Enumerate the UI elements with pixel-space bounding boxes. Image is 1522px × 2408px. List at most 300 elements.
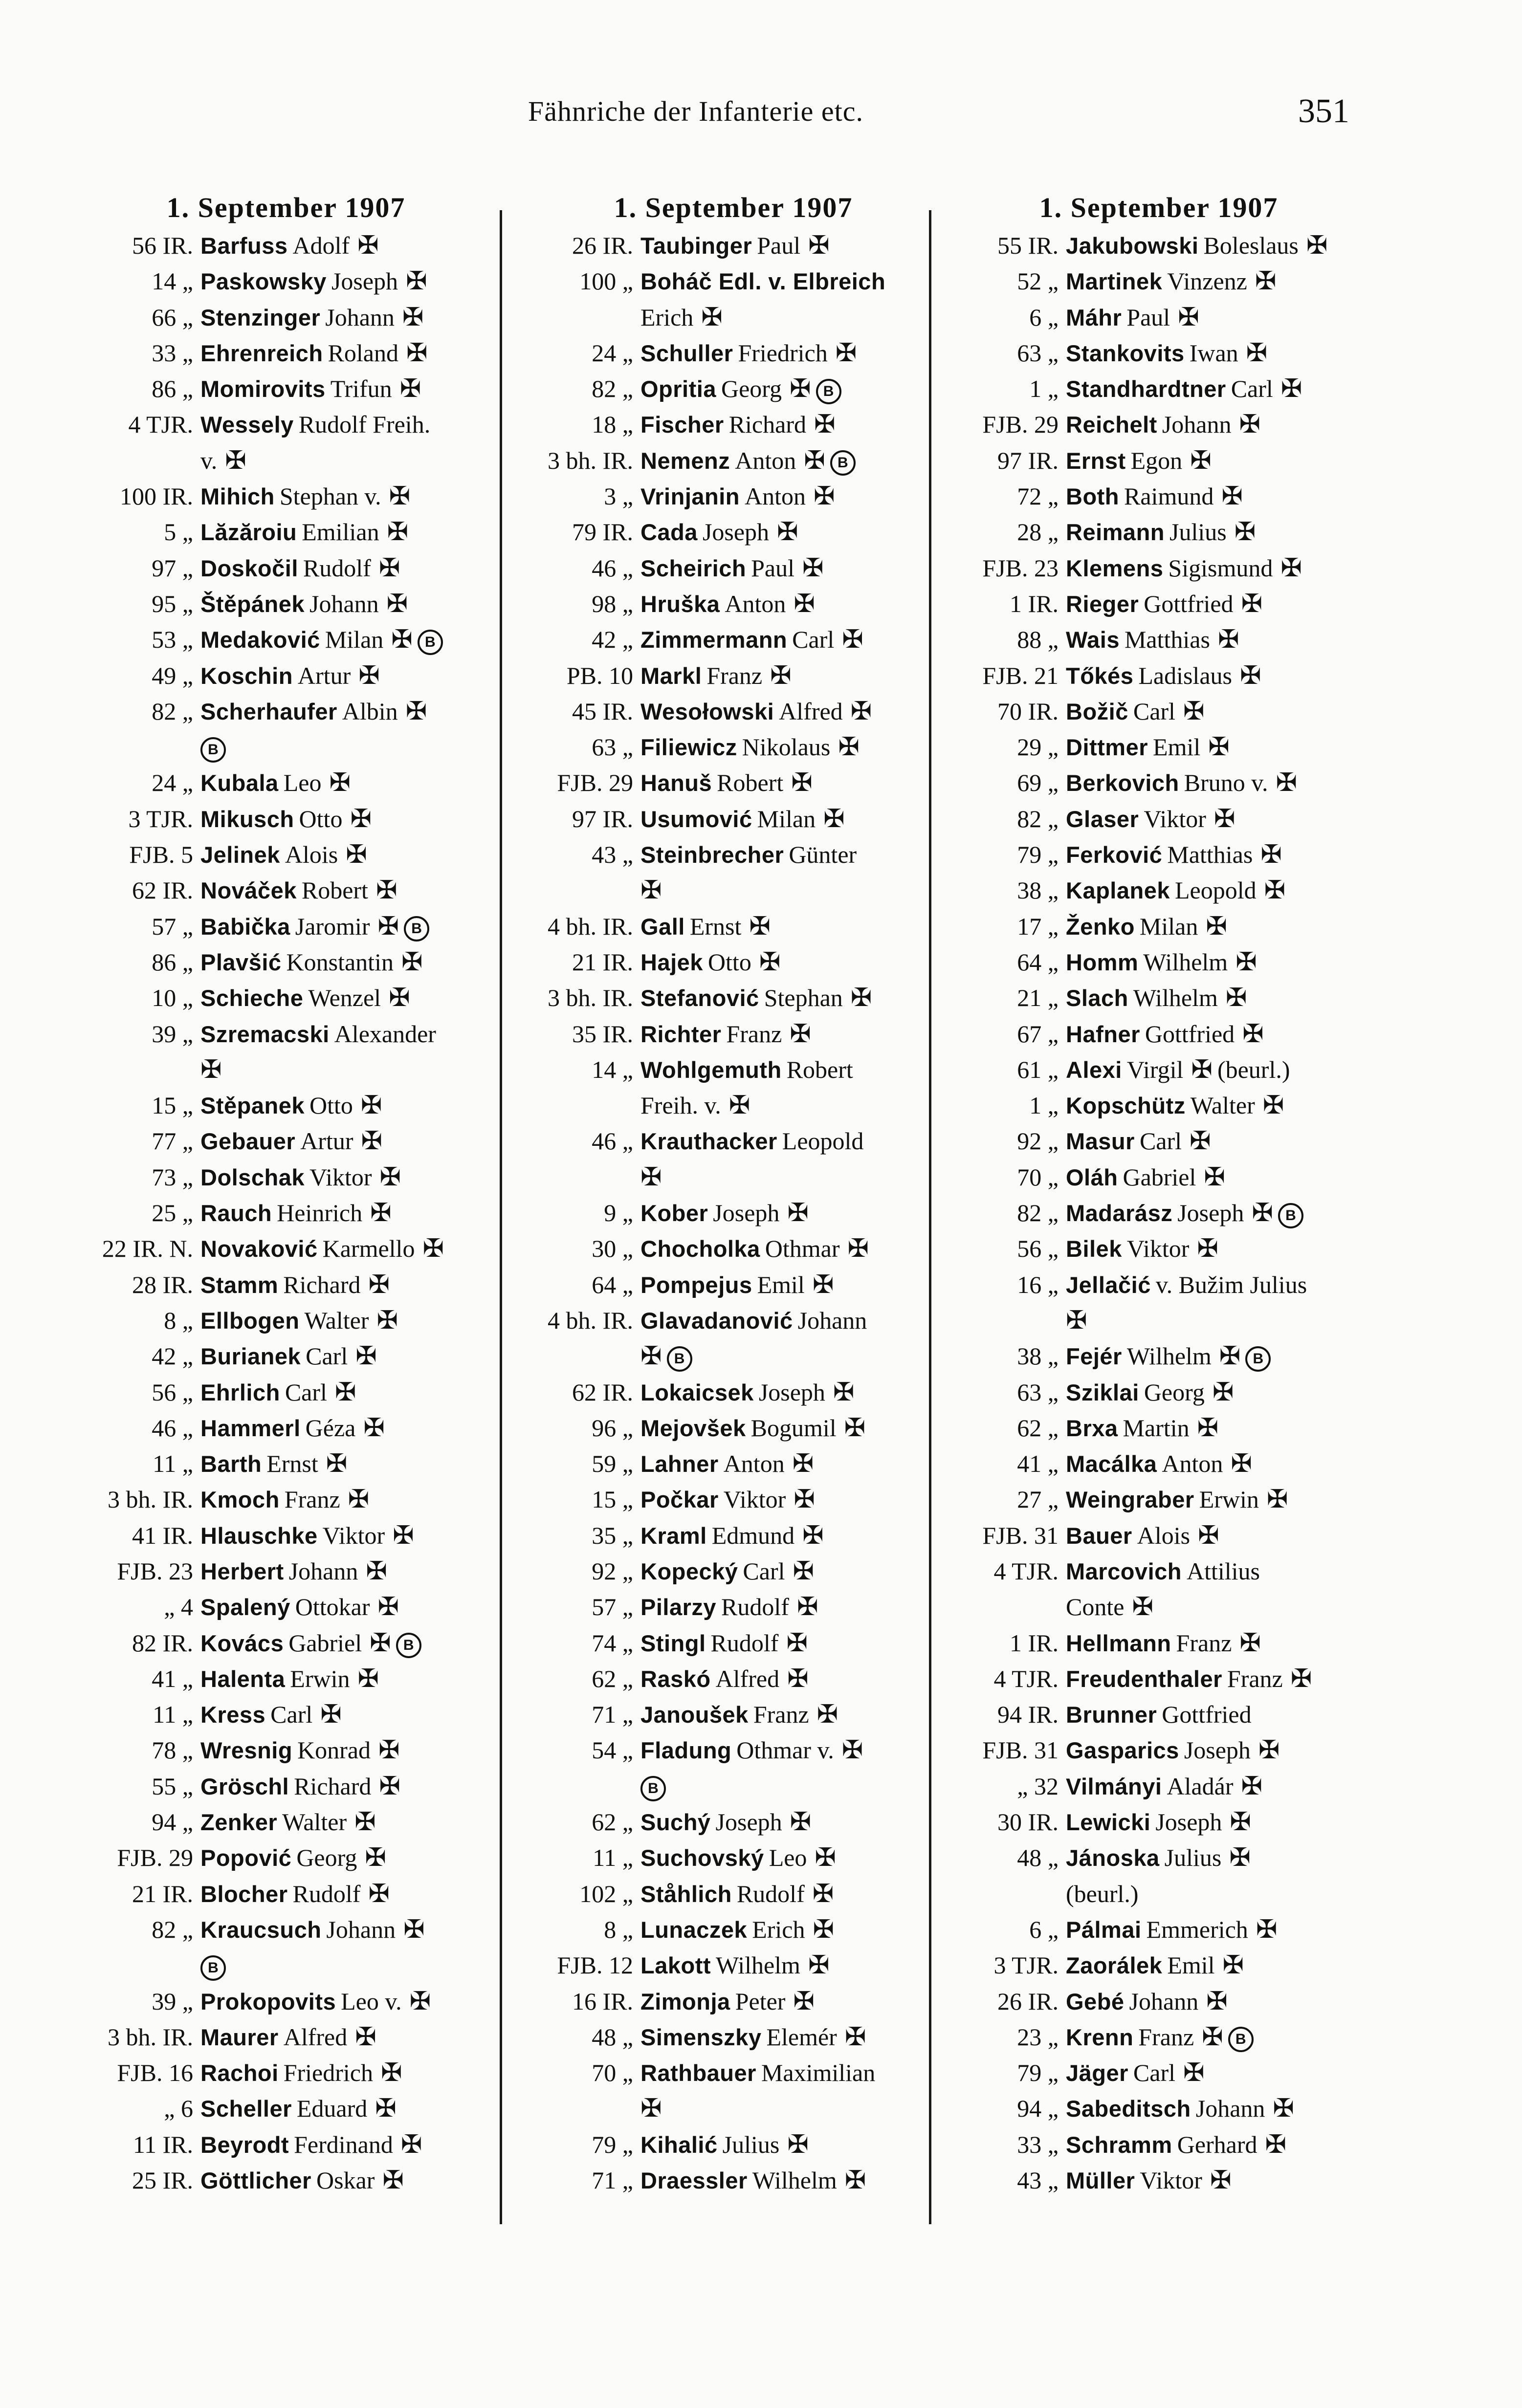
entry-body <box>200 1625 494 1661</box>
cross-icon: ✠ <box>1190 446 1212 475</box>
regiment-label: 64 „ <box>1017 948 1059 976</box>
entry-body <box>1066 371 1374 407</box>
cross-icon: ✠ <box>357 1664 379 1693</box>
entry-body <box>640 335 948 371</box>
entry-body <box>1066 1052 1374 1088</box>
given-name: Anton <box>735 446 796 474</box>
cross-icon: ✠ <box>1178 303 1199 331</box>
entry-body <box>640 371 948 407</box>
regiment-label: 62 IR. <box>572 1378 633 1406</box>
entry-body <box>640 1804 948 1840</box>
regiment-label: FJB. 16 <box>117 2059 193 2087</box>
cross-icon: ✠ <box>1204 1163 1225 1191</box>
given-name: Otto <box>299 805 343 832</box>
cross-icon: ✠ <box>841 1736 863 1765</box>
cross-icon: ✠ <box>1132 1593 1154 1621</box>
given-name: Bogumil <box>750 1414 837 1442</box>
regiment-label: 72 „ <box>1017 482 1059 510</box>
roster-entry <box>518 407 948 442</box>
roster-entry-continuation <box>518 2091 948 2126</box>
surname: Hanuš <box>640 770 712 796</box>
given-name: Günter <box>789 841 857 869</box>
surname: Kaplanek <box>1066 877 1170 904</box>
cross-icon: ✠ <box>360 1092 382 1120</box>
roster-entry <box>78 371 494 407</box>
cross-icon: ✠ <box>794 1486 815 1514</box>
roster-entry-continuation <box>518 300 948 335</box>
entry-body <box>1066 514 1374 550</box>
cross-icon: ✠ <box>808 232 830 260</box>
roster-entry <box>78 263 494 299</box>
surname: Bilek <box>1066 1236 1122 1262</box>
given-name: Emil <box>1167 1951 1215 1979</box>
entry-body <box>200 622 494 657</box>
entry-body <box>200 550 494 586</box>
entry-body <box>1066 658 1374 694</box>
given-name: Julius <box>722 2130 780 2158</box>
given-name: Leo <box>769 1844 807 1872</box>
roster-entry <box>944 1840 1374 1876</box>
surname: Stankovits <box>1066 340 1185 366</box>
regiment-label: 17 „ <box>1017 912 1059 940</box>
entry-body <box>1066 1123 1374 1159</box>
given-name: Alexander <box>334 1020 436 1048</box>
cross-icon: ✠ <box>1219 1342 1241 1371</box>
surname: Božič <box>1066 698 1128 724</box>
surname: Stingl <box>640 1630 706 1656</box>
regiment-label: 25 IR. <box>132 2167 193 2194</box>
given-name: Ottokar <box>295 1593 370 1621</box>
regiment-label: 79 „ <box>592 2130 633 2158</box>
roster-entry <box>518 1697 948 1732</box>
given-name: Robert <box>717 769 784 797</box>
regiment-label: 70 IR. <box>997 697 1059 725</box>
regiment-label: 42 „ <box>592 626 633 654</box>
roster-entry <box>944 837 1374 873</box>
entry-body <box>640 514 948 550</box>
cross-icon: ✠ <box>1208 733 1230 762</box>
regiment-label: 3 bh. IR. <box>548 984 633 1012</box>
surname: Kmoch <box>200 1487 280 1513</box>
cross-icon: ✠ <box>640 2095 662 2123</box>
cross-icon: ✠ <box>787 1664 809 1693</box>
entry-body <box>200 300 494 335</box>
entry-body <box>1066 1231 1374 1267</box>
entry-body <box>200 1052 494 1088</box>
surname: Szremacski <box>200 1021 330 1047</box>
entry-body <box>1066 1984 1374 2019</box>
surname: Babička <box>200 913 290 940</box>
given-name: Alfred <box>715 1664 780 1692</box>
cross-icon: ✠ <box>1213 805 1235 833</box>
surname: Opritia <box>640 376 716 402</box>
entry-body <box>640 443 948 479</box>
entry-body <box>1066 1446 1374 1482</box>
entry-body <box>640 1088 948 1123</box>
given-name: Alois <box>1137 1521 1191 1549</box>
surname: Jánoska <box>1066 1845 1160 1871</box>
regiment-label: FJB. 29 <box>117 1844 193 1872</box>
surname: Spalený <box>200 1594 290 1620</box>
entry-body <box>1066 1160 1374 1195</box>
roster-entry <box>78 514 494 550</box>
entry-body <box>200 407 494 442</box>
regiment-label: 41 „ <box>152 1664 193 1692</box>
cross-icon: ✠ <box>1256 1915 1278 1944</box>
roster-entry <box>78 909 494 944</box>
regiment-label: 88 „ <box>1017 626 1059 654</box>
cross-icon: ✠ <box>368 1880 390 1908</box>
cross-icon: ✠ <box>1260 841 1282 869</box>
regiment-label: 82 „ <box>1017 1199 1059 1227</box>
roster-entry <box>78 1625 494 1661</box>
entry-body <box>640 1123 948 1159</box>
given-name: Bruno v. <box>1184 769 1268 797</box>
cross-icon: ✠ <box>1266 1486 1288 1514</box>
regiment-label: 33 „ <box>152 339 193 367</box>
entry-body <box>640 694 948 729</box>
cross-icon: ✠ <box>1241 590 1263 618</box>
given-name: Johann <box>288 1557 358 1585</box>
regiment-label: 94 „ <box>152 1808 193 1836</box>
given-name: Heinrich <box>277 1199 363 1227</box>
regiment-label: 4 bh. IR. <box>548 912 633 940</box>
roster-entry <box>518 837 948 873</box>
entry-body <box>200 1697 494 1732</box>
roster-entry <box>518 2055 948 2091</box>
regiment-label: 8 „ <box>604 1915 633 1943</box>
roster-entry <box>944 2163 1374 2198</box>
entry-body <box>640 407 948 442</box>
roster-entry <box>518 1016 948 1052</box>
entry-body <box>1066 622 1374 657</box>
regiment-label: 29 „ <box>1017 733 1059 761</box>
surname: Gröschl <box>200 1773 289 1799</box>
given-name: Wenzel <box>308 984 381 1012</box>
entry-body <box>640 2091 948 2126</box>
cross-icon: ✠ <box>401 948 423 976</box>
cross-icon: ✠ <box>759 948 781 976</box>
given-name: Carl <box>306 1342 348 1370</box>
entry-body <box>200 1876 494 1912</box>
entry-body <box>200 801 494 837</box>
regiment-label: FJB. 23 <box>117 1557 193 1585</box>
entry-body <box>1066 909 1374 944</box>
cross-icon: ✠ <box>1217 626 1239 654</box>
regiment-label: 28 „ <box>1017 518 1059 546</box>
surname: Hruška <box>640 591 720 617</box>
roster-entry <box>78 1518 494 1554</box>
surname: Gebé <box>1066 1988 1125 2014</box>
surname: Bauer <box>1066 1522 1132 1549</box>
given-name: Franz <box>1227 1664 1283 1692</box>
cross-icon: ✠ <box>1265 2130 1287 2159</box>
b-badge-icon: B <box>1278 1203 1303 1228</box>
roster-entry <box>78 2091 494 2126</box>
cross-icon: ✠ <box>1221 482 1243 511</box>
given-name: Paul <box>757 232 801 259</box>
cross-icon: ✠ <box>1230 1808 1251 1837</box>
entry-body <box>1066 1338 1374 1374</box>
entry-body <box>1066 550 1374 586</box>
cross-icon: ✠ <box>1239 411 1261 439</box>
roster-entry-continuation <box>78 729 494 765</box>
page-title: Fähnriche der Infanterie etc. <box>528 95 863 127</box>
regiment-label: 43 „ <box>592 841 633 869</box>
roster-entry <box>944 1804 1374 1840</box>
roster-column-2 <box>518 188 948 2216</box>
entry-body <box>640 622 948 657</box>
roster-entry <box>518 550 948 586</box>
roster-entry <box>944 2055 1374 2091</box>
given-name: Carl <box>743 1557 785 1585</box>
given-name: Rudolf <box>721 1593 789 1621</box>
surname: Nemenz <box>640 447 730 474</box>
given-name: Georg <box>721 375 782 403</box>
entry-body <box>200 1410 494 1446</box>
given-name: Gabriel <box>1123 1163 1196 1191</box>
regiment-label: 94 „ <box>1017 2095 1059 2123</box>
cross-icon: ✠ <box>812 1270 834 1299</box>
entry-body <box>640 1912 948 1948</box>
cross-icon: ✠ <box>793 1987 815 2015</box>
entry-body <box>640 228 948 263</box>
regiment-label: 21 IR. <box>572 948 633 976</box>
regiment-label: 97 IR. <box>572 805 633 832</box>
b-badge-icon: B <box>404 916 429 941</box>
surname: Koschin <box>200 662 293 689</box>
given-name: Johann <box>1195 2095 1265 2123</box>
cross-icon: ✠ <box>790 375 811 403</box>
given-name: Eduard <box>296 2095 368 2123</box>
surname: Masur <box>1066 1128 1135 1155</box>
given-name: Joseph <box>1184 1736 1251 1764</box>
given-name: Ladislaus <box>1138 661 1232 689</box>
given-name: Franz <box>1138 2023 1194 2051</box>
given-name: Nikolaus <box>742 733 831 761</box>
cross-icon: ✠ <box>376 1306 398 1335</box>
surname: Pilarzy <box>640 1594 717 1620</box>
surname: Usumović <box>640 806 752 832</box>
cross-icon: ✠ <box>400 2130 422 2159</box>
cross-icon: ✠ <box>382 2167 404 2195</box>
regiment-label: 79 „ <box>1017 2059 1059 2087</box>
given-name: Matthias <box>1167 841 1253 869</box>
cross-icon: ✠ <box>1183 2059 1205 2087</box>
regiment-label: 42 „ <box>152 1342 193 1370</box>
roster-entry <box>944 694 1374 729</box>
entry-body <box>1066 801 1374 837</box>
given-name: Gottfried <box>1162 1701 1252 1729</box>
roster-entry <box>78 228 494 263</box>
roster-entry <box>78 2019 494 2055</box>
regiment-label: 43 „ <box>1017 2167 1059 2194</box>
cross-icon: ✠ <box>1280 554 1302 582</box>
given-name: Otto <box>707 948 751 976</box>
entry-body <box>200 514 494 550</box>
cross-icon: ✠ <box>1222 1951 1244 1980</box>
regiment-label: 14 „ <box>592 1055 633 1083</box>
cross-icon: ✠ <box>200 1055 222 1084</box>
regiment-label: 82 „ <box>592 375 633 403</box>
given-name: Emilian <box>302 518 379 546</box>
roster-entry <box>944 1984 1374 2019</box>
roster-entry-continuation <box>944 1589 1374 1625</box>
given-name: Julius <box>1169 518 1227 546</box>
regiment-label: 48 „ <box>1017 1844 1059 1872</box>
roster-entry <box>78 1840 494 1876</box>
given-name: Franz <box>726 1020 782 1048</box>
surname: Kober <box>640 1200 708 1226</box>
cross-icon: ✠ <box>794 590 815 618</box>
roster-entry <box>518 263 948 299</box>
cross-icon: ✠ <box>812 1880 834 1908</box>
roster-entry <box>944 1697 1374 1732</box>
roster-entry <box>78 1267 494 1303</box>
regiment-label: 16 „ <box>1017 1270 1059 1298</box>
cross-icon: ✠ <box>640 876 662 905</box>
roster-entry <box>78 1661 494 1697</box>
regiment-label: 6 „ <box>1029 303 1059 331</box>
roster-entry <box>518 1661 948 1697</box>
entry-body <box>640 801 948 837</box>
given-name: Otto <box>309 1092 353 1119</box>
running-head <box>0 92 1522 136</box>
roster-entry <box>944 1661 1374 1697</box>
entry-body <box>1066 1625 1374 1661</box>
entry-body <box>200 1518 494 1554</box>
roster-entry <box>944 550 1374 586</box>
regiment-label: 67 „ <box>1017 1020 1059 1048</box>
surname: Kopschütz <box>1066 1093 1186 1119</box>
cross-icon: ✠ <box>1246 339 1268 367</box>
surname: Maurer <box>200 2024 279 2050</box>
surname: Kovács <box>200 1630 284 1656</box>
surname: Ernst <box>1066 447 1126 474</box>
regiment-label: 4 TJR. <box>993 1557 1059 1585</box>
regiment-label: 100 „ <box>579 267 633 295</box>
surname: Suchý <box>640 1809 711 1836</box>
roster-entry <box>518 694 948 729</box>
regiment-label: 94 IR. <box>997 1701 1059 1729</box>
roster-entry <box>518 335 948 371</box>
given-name: v. <box>200 446 218 474</box>
regiment-label: 3 bh. IR. <box>108 1486 193 1513</box>
surname: Scherhaufer <box>200 698 337 724</box>
cross-icon: ✠ <box>354 1808 376 1837</box>
given-name: Johann <box>325 303 395 331</box>
given-name: Konstantin <box>286 948 394 976</box>
cross-icon: ✠ <box>850 984 872 1012</box>
roster-entry-continuation <box>518 1088 948 1123</box>
cross-icon: ✠ <box>802 1521 824 1550</box>
surname: Draessler <box>640 2167 748 2194</box>
surname: Vrinjanin <box>640 483 740 510</box>
given-name: Johann <box>326 1915 396 1943</box>
roster-entry <box>518 1446 948 1482</box>
roster-entry <box>944 729 1374 765</box>
given-name: Johann <box>1162 411 1232 438</box>
given-name: Adolf <box>292 232 350 259</box>
cross-icon: ✠ <box>379 1163 401 1191</box>
roster-list <box>518 228 948 2198</box>
given-name: Carl <box>1139 1127 1182 1155</box>
surname: Chocholka <box>640 1236 760 1262</box>
roster-entry <box>518 1912 948 1948</box>
given-name: Raimund <box>1124 482 1214 510</box>
cross-icon: ✠ <box>640 1163 662 1191</box>
roster-entry <box>78 944 494 980</box>
given-name: Carl <box>270 1701 313 1729</box>
given-name: Walter <box>1190 1092 1255 1119</box>
surname: Hajek <box>640 949 703 975</box>
regiment-label: 102 „ <box>579 1880 633 1907</box>
cross-icon: ✠ <box>1183 697 1205 725</box>
regiment-label: 26 IR. <box>572 232 633 259</box>
cross-icon: ✠ <box>847 1235 869 1263</box>
given-name: Walter <box>282 1808 347 1836</box>
roster-entry <box>518 2019 948 2055</box>
given-name: Rudolf <box>710 1629 779 1657</box>
given-name: Richard <box>728 411 806 438</box>
surname: Kraml <box>640 1522 707 1549</box>
surname: Lunaczek <box>640 1916 748 1943</box>
regiment-label: 49 „ <box>152 661 193 689</box>
surname: Stefanović <box>640 985 759 1011</box>
cross-icon: ✠ <box>377 1593 399 1621</box>
cross-icon: ✠ <box>225 446 246 475</box>
given-name: Artur <box>300 1127 353 1155</box>
regiment-label: 96 „ <box>592 1414 633 1442</box>
entry-body <box>1066 1016 1374 1052</box>
given-name: Viktor <box>309 1163 372 1191</box>
surname: Beyrodt <box>200 2131 289 2158</box>
given-name: Georg <box>296 1844 357 1872</box>
surname: Kraucsuch <box>200 1916 322 1943</box>
roster-entry <box>78 1088 494 1123</box>
given-name: Gottfried <box>1144 590 1234 617</box>
roster-entry <box>944 586 1374 622</box>
given-name: Wilhelm <box>716 1951 800 1979</box>
entry-body <box>640 479 948 514</box>
column-heading: 1. September 1907 <box>166 192 406 223</box>
cross-icon: ✠ <box>358 661 380 690</box>
entry-body <box>1066 335 1374 371</box>
roster-entry <box>944 1769 1374 1804</box>
entry-body <box>640 980 948 1016</box>
roster-entry <box>518 586 948 622</box>
surname: Scheirich <box>640 555 747 581</box>
given-name: v. Bužim Julius <box>1155 1270 1307 1298</box>
regiment-label: FJB. 31 <box>982 1521 1059 1549</box>
entry-body <box>200 1195 494 1231</box>
regiment-label: 28 IR. <box>132 1270 193 1298</box>
surname: Ståhlich <box>640 1881 732 1907</box>
entry-body <box>640 550 948 586</box>
cross-icon: ✠ <box>405 697 427 725</box>
given-name: Milan <box>757 805 816 832</box>
roster-entry <box>944 1482 1374 1517</box>
roster-entry <box>944 1052 1374 1088</box>
given-name: Richard <box>283 1270 361 1298</box>
entry-body <box>1066 729 1374 765</box>
cross-icon: ✠ <box>823 805 845 833</box>
cross-icon: ✠ <box>1234 518 1256 547</box>
roster-entry <box>944 2019 1374 2055</box>
given-name: Franz <box>1176 1629 1232 1657</box>
given-name: Joseph <box>1177 1199 1244 1227</box>
given-name: Erwin <box>290 1664 350 1692</box>
